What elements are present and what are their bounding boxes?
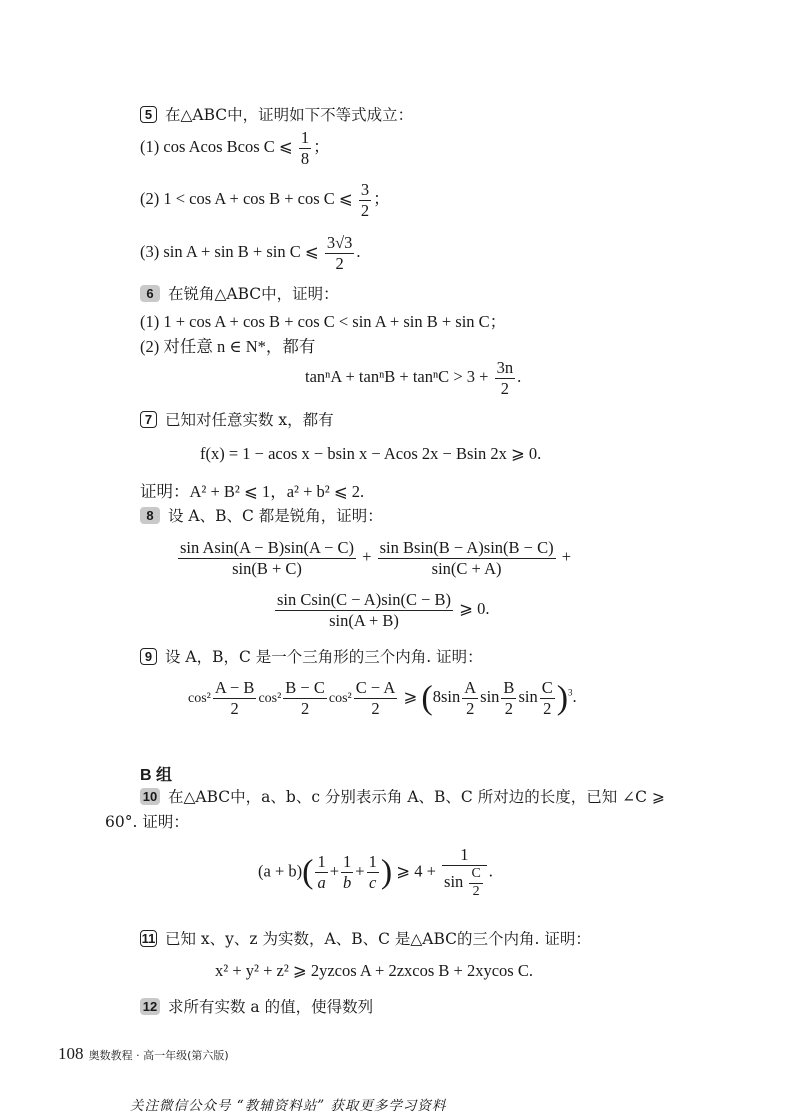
problem-number-badge: 8 bbox=[140, 507, 160, 524]
problem-7-prove: 证明：A² + B² ⩽ 1，a² + b² ⩽ 2. bbox=[140, 482, 365, 501]
problem-number-badge: 12 bbox=[140, 998, 160, 1015]
problem-6-item-1: (1) 1 + cos A + cos B + cos C < sin A + sin B + sin C； bbox=[140, 312, 507, 331]
watermark: 关注微信公众号 “教辅资料站” 获取更多学习资料 bbox=[130, 1098, 447, 1114]
problem-number-badge: 10 bbox=[140, 788, 160, 805]
problem-9-equation: cos² $\frac{A - B}{2}$ cos² $\frac{B - C}{2}$ cos² $\frac{C - A}{2}$ ⩾ (8sin $\frac{A}{2}$ sin $\frac{B}{2}$ sin $\frac{C}{2}$ )$^3$. bbox=[188, 678, 577, 718]
problem-11-equation: x² + y² + z² ⩾ 2yzcos A + 2zxcos B + 2xycos C. bbox=[215, 961, 533, 980]
problem-11-heading: 11 已知 x、y、z 为实数，A、B、C 是△ABC的三个内角. 证明： bbox=[141, 930, 591, 948]
problem-10-text-cont: 60°. 证明： bbox=[105, 813, 189, 831]
problem-8-heading: 8 设 A、B、C 都是锐角，证明： bbox=[140, 506, 383, 526]
problem-6-item-2: (2) 对任意 n ∈ N*，都有 bbox=[140, 337, 316, 356]
book-title: 奥数教程 · 高一年级(第六版) bbox=[88, 1049, 229, 1062]
problem-number-badge: 9 bbox=[140, 648, 157, 665]
problem-number-badge: 6 bbox=[140, 285, 160, 302]
problem-10-equation: (a + b)( $\frac{1}{a}$ + $\frac{1}{b}$ + $\frac{1}{c}$ ) ⩾ 4 + 1 sin $\frac{C}{2}$ . bbox=[258, 845, 493, 899]
problem-9-heading: 9 设 A，B，C 是一个三角形的三个内角. 证明： bbox=[140, 647, 483, 667]
problem-number-badge: 7 bbox=[140, 411, 157, 428]
problem-10-heading: 10 在△ABC中，a、b、c 分别表示角 A、B、C 所对边的长度，已知 ∠C ⩾ bbox=[140, 787, 665, 807]
problem-8-line-2: $\frac{\text{sin Csin(C − A)sin(C − B)}}{\sin(A + B)}$ ⩾ 0. bbox=[277, 590, 490, 630]
problem-8-line-1: $\frac{\text{sin Asin(A − B)sin(A − C)}}{\sin(B + C)}$ + $\frac{\text{sin Bsin(B − A)sin(B − C)}}{\sin(C + A)}$ + bbox=[180, 538, 572, 578]
problem-number-badge: 5 bbox=[140, 106, 157, 123]
problem-7-heading: 7 已知对任意实数 x，都有 bbox=[140, 410, 334, 430]
problem-5-item-1: (1) cos Acos Bcos C ⩽ $\frac{1}{8}$ ； bbox=[140, 128, 330, 168]
problem-6-equation: tanⁿA + tanⁿB + tanⁿC > 3 + $\frac{3n}{2}$ . bbox=[305, 358, 522, 398]
problem-12-heading: 12 求所有实数 a 的值，使得数列 bbox=[140, 997, 373, 1017]
page-number: 108 bbox=[58, 1044, 84, 1063]
problem-6-heading: 6 在锐角△ABC中，证明： bbox=[140, 284, 339, 304]
page-footer bbox=[58, 1044, 229, 1064]
group-b-heading: B 组 bbox=[140, 767, 173, 784]
problem-5-item-3: (3) sin A + sin B + sin C ⩽ $\frac{3√3}{2}$ . bbox=[140, 233, 361, 273]
problem-5-item-2: (2) 1 < cos A + cos B + cos C ⩽ $\frac{3}{2}$ ； bbox=[140, 180, 390, 220]
problem-5-heading: 5 在△ABC中，证明如下不等式成立： bbox=[140, 105, 413, 125]
problem-number-badge: 11 bbox=[141, 931, 156, 946]
problem-7-equation: f(x) = 1 − acos x − bsin x − Acos 2x − Bsin 2x ⩾ 0. bbox=[200, 444, 542, 463]
